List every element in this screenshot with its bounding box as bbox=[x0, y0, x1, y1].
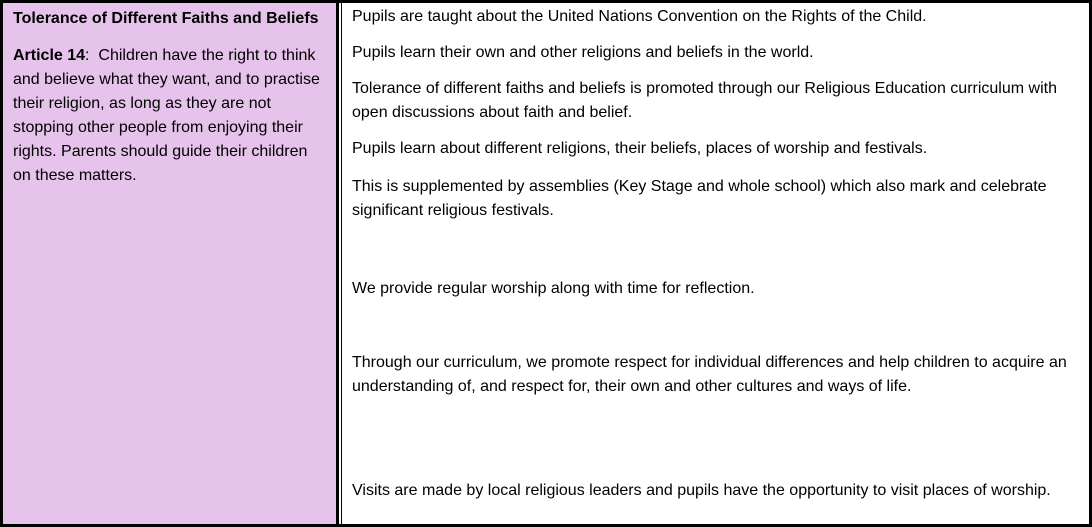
provision-paragraph-2: Pupils learn their own and other religions and beliefs in the world. bbox=[352, 44, 814, 61]
article-label: Article 14 bbox=[13, 47, 86, 64]
provision-paragraph-5: This is supplemented by assemblies (Key Stage and whole school) which also mark and celebrate significant religious festivals. bbox=[352, 178, 1047, 219]
article-text: Children have the right to think and believe what they want, and to practise their religion, as long as they are not stopping other people from enjoying their rights. Parents should guide their children on these matters. bbox=[13, 47, 325, 184]
article-separator: : bbox=[85, 47, 90, 64]
provision-paragraph-3: Tolerance of different faiths and beliefs is promoted through our Religious Education curriculum with open discussions about faith and belief. bbox=[352, 80, 1057, 121]
provision-paragraph-7: Through our curriculum, we promote respect for individual differences and help children to acquire an understanding of, and respect for, their own and other cultures and ways of life. bbox=[352, 354, 1067, 395]
article-description bbox=[13, 44, 326, 188]
topic-cell bbox=[3, 3, 339, 524]
provision-paragraph-4: Pupils learn about different religions, their beliefs, places of worship and festivals. bbox=[352, 140, 928, 157]
provision-paragraph-1: Pupils are taught about the United Nations Convention on the Rights of the Child. bbox=[352, 8, 927, 25]
provision-paragraph-6: We provide regular worship along with time for reflection. bbox=[352, 280, 755, 297]
provision-paragraph-8: Visits are made by local religious leaders and pupils have the opportunity to visit places of worship. bbox=[352, 482, 1051, 499]
topic-title: Tolerance of Different Faiths and Beliefs bbox=[13, 10, 319, 27]
provision-cell bbox=[341, 3, 1089, 524]
